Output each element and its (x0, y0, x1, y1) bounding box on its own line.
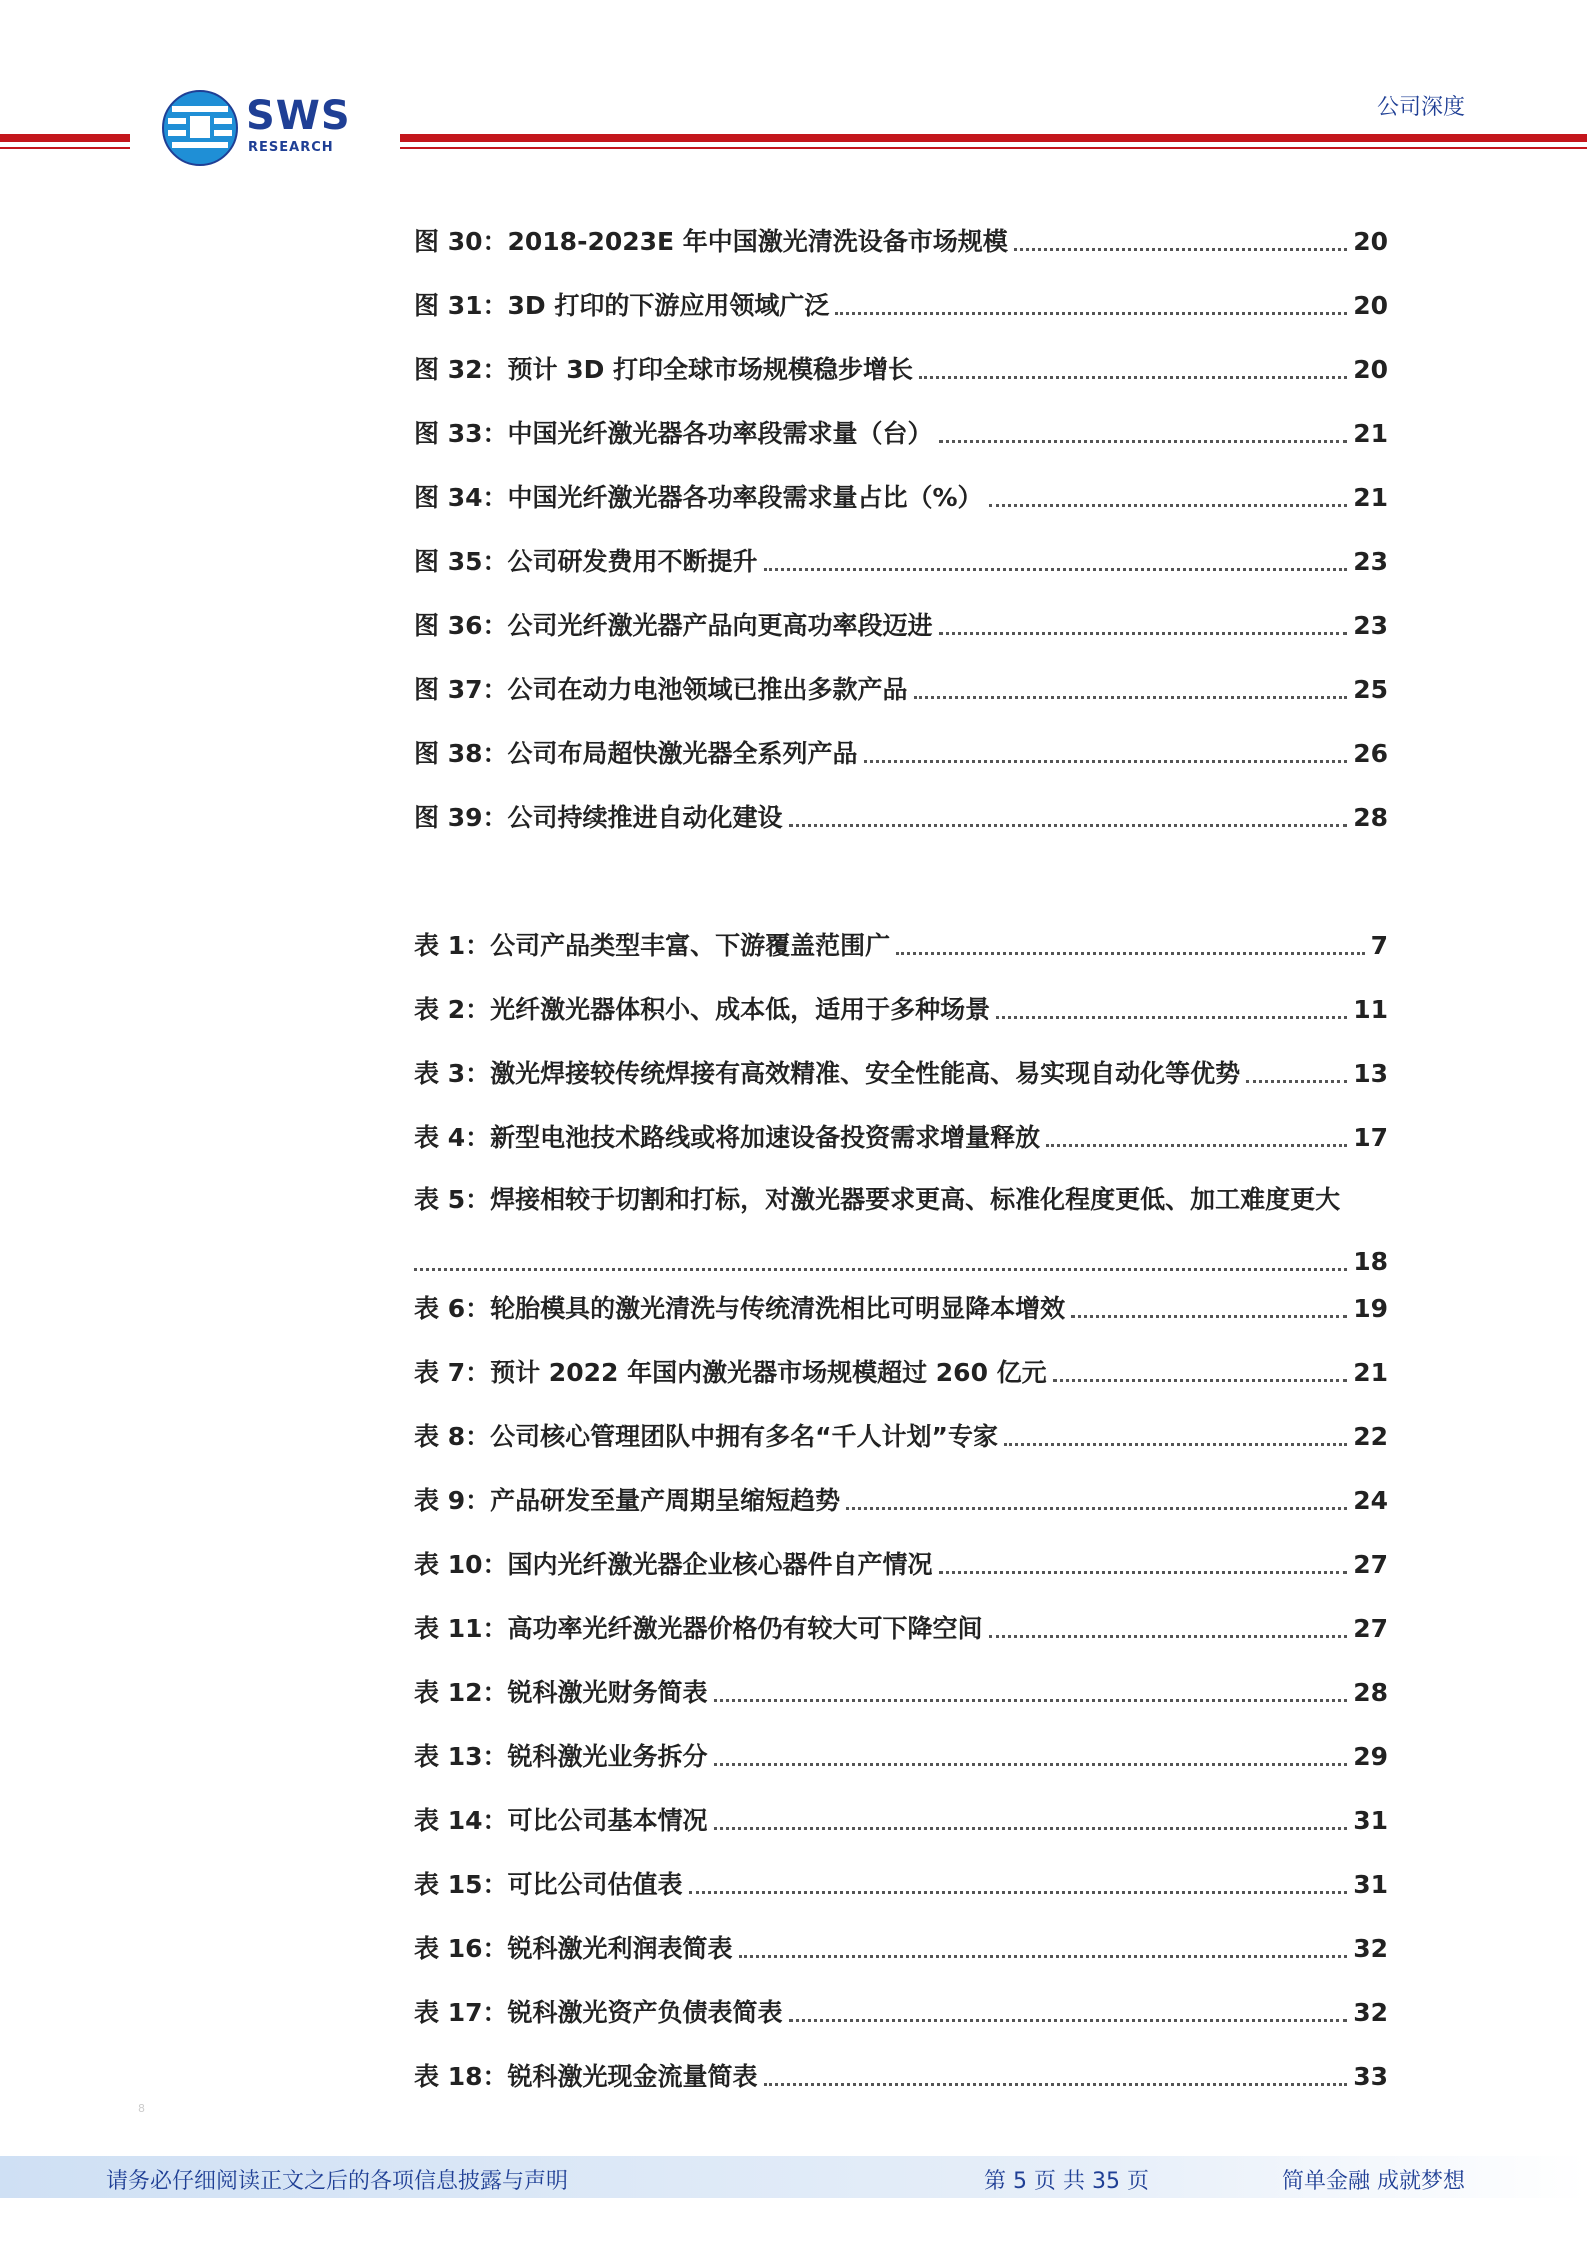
sws-logo (162, 88, 362, 168)
header-red-line-left (0, 147, 130, 149)
toc-leader-dots (789, 2019, 1348, 2022)
toc-entry-page: 19 (1353, 1294, 1388, 1323)
toc-entry-figure[interactable] (414, 388, 1388, 452)
toc-entry-label: 图 36：公司光纤激光器产品向更高功率段迈进 (414, 611, 933, 640)
toc-leader-dots (714, 1763, 1348, 1766)
toc-entry-figure[interactable] (414, 708, 1388, 772)
toc-entry-page: 28 (1353, 1678, 1388, 1707)
toc-entry-table[interactable] (414, 964, 1388, 1028)
toc-leader-dots (864, 760, 1348, 763)
toc-entry-figure[interactable] (414, 196, 1388, 260)
toc-entry-table[interactable] (414, 900, 1388, 964)
footer-disclaimer: 请务必仔细阅读正文之后的各项信息披露与声明 (106, 2169, 569, 2194)
toc-entry-label: 表 1：公司产品类型丰富、下游覆盖范围广 (414, 931, 891, 960)
toc-leader-dots (714, 1827, 1348, 1830)
toc-entry-label: 图 38：公司布局超快激光器全系列产品 (414, 739, 858, 768)
toc-entry-table[interactable] (414, 1775, 1388, 1839)
toc-entry-label: 表 7：预计 2022 年国内激光器市场规模超过 260 亿元 (414, 1358, 1047, 1387)
toc-entry-label: 表 2：光纤激光器体积小、成本低，适用于多种场景 (414, 995, 991, 1024)
logo-subtext: RESEARCH (248, 140, 334, 155)
toc-entry-page: 24 (1353, 1486, 1388, 1515)
toc-leader-dots (835, 312, 1347, 315)
toc-leader-dots (846, 1507, 1347, 1510)
toc-entry-table[interactable] (414, 1711, 1388, 1775)
toc-entry-label: 表 17：锐科激光资产负债表简表 (414, 1998, 783, 2027)
toc-leader-dots (1004, 1443, 1347, 1446)
toc-entry-label: 图 30：2018-2023E 年中国激光清洗设备市场规模 (414, 227, 1008, 256)
toc-entry-figure[interactable] (414, 580, 1388, 644)
toc-leader-dots (714, 1699, 1348, 1702)
toc-entry-page: 31 (1353, 1806, 1388, 1835)
toc-leader-dots (789, 824, 1348, 827)
toc-entry-label: 表 18：锐科激光现金流量简表 (414, 2062, 758, 2091)
toc-entry-figure[interactable] (414, 260, 1388, 324)
toc-entry-table[interactable] (414, 1327, 1388, 1391)
toc-entry-page: 33 (1353, 2062, 1388, 2091)
toc-entry-table[interactable] (414, 1967, 1388, 2031)
toc-entry-figure[interactable] (414, 644, 1388, 708)
toc-entry-figure[interactable] (414, 452, 1388, 516)
toc-leader-dots (919, 376, 1347, 379)
toc-leader-dots (1046, 1144, 1347, 1147)
toc-entry-table[interactable] (414, 1455, 1388, 1519)
toc-entry-label: 表 5：焊接相较于切割和打标，对激光器要求更高、标准化程度更低、加工难度更大 (414, 1185, 1341, 1214)
toc-entry-page: 21 (1353, 419, 1388, 448)
toc-entry-figure[interactable] (414, 516, 1388, 580)
toc-entry-label: 表 6：轮胎模具的激光清洗与传统清洗相比可明显降本增效 (414, 1294, 1066, 1323)
toc-entry-page: 21 (1353, 483, 1388, 512)
toc-entry-label: 图 35：公司研发费用不断提升 (414, 547, 758, 576)
toc-leader-dots (939, 632, 1348, 635)
toc-entry-table[interactable] (414, 1391, 1388, 1455)
toc-entry-table[interactable] (414, 1092, 1388, 1156)
toc-leader-dots (989, 504, 1348, 507)
toc-entry-label: 图 33：中国光纤激光器各功率段需求量（台） (414, 419, 933, 448)
toc-entry-label: 表 8：公司核心管理团队中拥有多名“千人计划”专家 (414, 1422, 998, 1451)
toc-entry-page: 26 (1353, 739, 1388, 768)
toc-entry-label: 表 12：锐科激光财务简表 (414, 1678, 708, 1707)
toc-entry-page: 32 (1353, 1934, 1388, 1963)
toc-entry-page: 29 (1353, 1742, 1388, 1771)
toc-leader-dots (896, 952, 1364, 955)
toc-entry-table[interactable] (414, 1263, 1388, 1327)
toc-leader-dots (939, 1571, 1348, 1574)
toc-leader-dots (1014, 248, 1347, 251)
toc-entry-table[interactable] (414, 1647, 1388, 1711)
toc-entry-page: 20 (1353, 291, 1388, 320)
toc-entry-table[interactable] (414, 1519, 1388, 1583)
toc-entry-page: 20 (1353, 355, 1388, 384)
toc-entry-label: 图 37：公司在动力电池领域已推出多款产品 (414, 675, 908, 704)
toc-leader-dots (739, 1955, 1348, 1958)
toc-entry-label: 图 39：公司持续推进自动化建设 (414, 803, 783, 832)
toc-leader-dots (914, 696, 1348, 699)
footer-page-number: 第 5 页 共 35 页 (984, 2169, 1149, 2194)
toc-leader-dots (996, 1016, 1347, 1019)
header-red-bar-left (0, 134, 130, 142)
toc-entry-label: 表 10：国内光纤激光器企业核心器件自产情况 (414, 1550, 933, 1579)
toc-entry-page: 22 (1353, 1422, 1388, 1451)
report-type-label: 公司深度 (1376, 95, 1465, 120)
toc-leader-dots (1071, 1315, 1347, 1318)
toc-entry-figure[interactable] (414, 324, 1388, 388)
page-marker: 8 (138, 2102, 145, 2115)
toc-entry-page: 25 (1353, 675, 1388, 704)
footer-slogan: 简单金融 成就梦想 (1282, 2169, 1465, 2194)
toc-entry-label: 表 9：产品研发至量产周期呈缩短趋势 (414, 1486, 841, 1515)
toc-entry-label: 表 16：锐科激光利润表简表 (414, 1934, 733, 1963)
toc-entry-page: 21 (1353, 1358, 1388, 1387)
toc-leader-dots (764, 568, 1348, 571)
toc-entry-label: 表 15：可比公司估值表 (414, 1870, 683, 1899)
toc-entry-label: 图 34：中国光纤激光器各功率段需求量占比（%） (414, 483, 983, 512)
toc-entry-page: 32 (1353, 1998, 1388, 2027)
toc-leader-dots (939, 440, 1348, 443)
toc-entry-label: 图 32：预计 3D 打印全球市场规模稳步增长 (414, 355, 914, 384)
toc-entry-table[interactable] (414, 1903, 1388, 1967)
toc-entry-page: 23 (1353, 611, 1388, 640)
toc-entry-page: 11 (1353, 995, 1388, 1024)
toc-entry-table[interactable] (414, 1839, 1388, 1903)
toc-entry-page: 18 (1353, 1247, 1388, 1276)
toc-entry-label: 表 11：高功率光纤激光器价格仍有较大可下降空间 (414, 1614, 983, 1643)
toc-entry-page: 7 (1370, 931, 1388, 960)
toc-entry-page: 13 (1353, 1059, 1388, 1088)
toc-entry-table[interactable] (414, 2031, 1388, 2095)
toc-leader-dots (1053, 1379, 1348, 1382)
toc-entry-label: 表 14：可比公司基本情况 (414, 1806, 708, 1835)
toc-entry-page: 23 (1353, 547, 1388, 576)
toc-entry-page: 17 (1353, 1123, 1388, 1152)
toc-entry-table[interactable] (414, 1028, 1388, 1092)
toc-leader-dots (1246, 1080, 1347, 1083)
toc-entry-page: 31 (1353, 1870, 1388, 1899)
toc-entry-page: 27 (1353, 1614, 1388, 1643)
toc-entry-label: 表 13：锐科激光业务拆分 (414, 1742, 708, 1771)
toc-entry-label: 表 3：激光焊接较传统焊接有高效精准、安全性能高、易实现自动化等优势 (414, 1059, 1241, 1088)
toc-entry-page: 27 (1353, 1550, 1388, 1579)
toc-leader-dots (989, 1635, 1348, 1638)
toc-leader-dots (689, 1891, 1348, 1894)
header-red-bar-right (400, 134, 1587, 142)
toc-entry-page: 20 (1353, 227, 1388, 256)
toc-leader-dots (764, 2083, 1348, 2086)
toc-entry-table[interactable] (414, 1583, 1388, 1647)
header-red-line-right (400, 147, 1587, 149)
toc-entry-page: 28 (1353, 803, 1388, 832)
logo-text: SWS (246, 93, 351, 139)
toc-entry-label: 表 4：新型电池技术路线或将加速设备投资需求增量释放 (414, 1123, 1041, 1152)
toc-entry-figure[interactable] (414, 772, 1388, 836)
logo-globe-icon (162, 90, 238, 166)
toc-entry-label: 图 31：3D 打印的下游应用领域广泛 (414, 291, 830, 320)
